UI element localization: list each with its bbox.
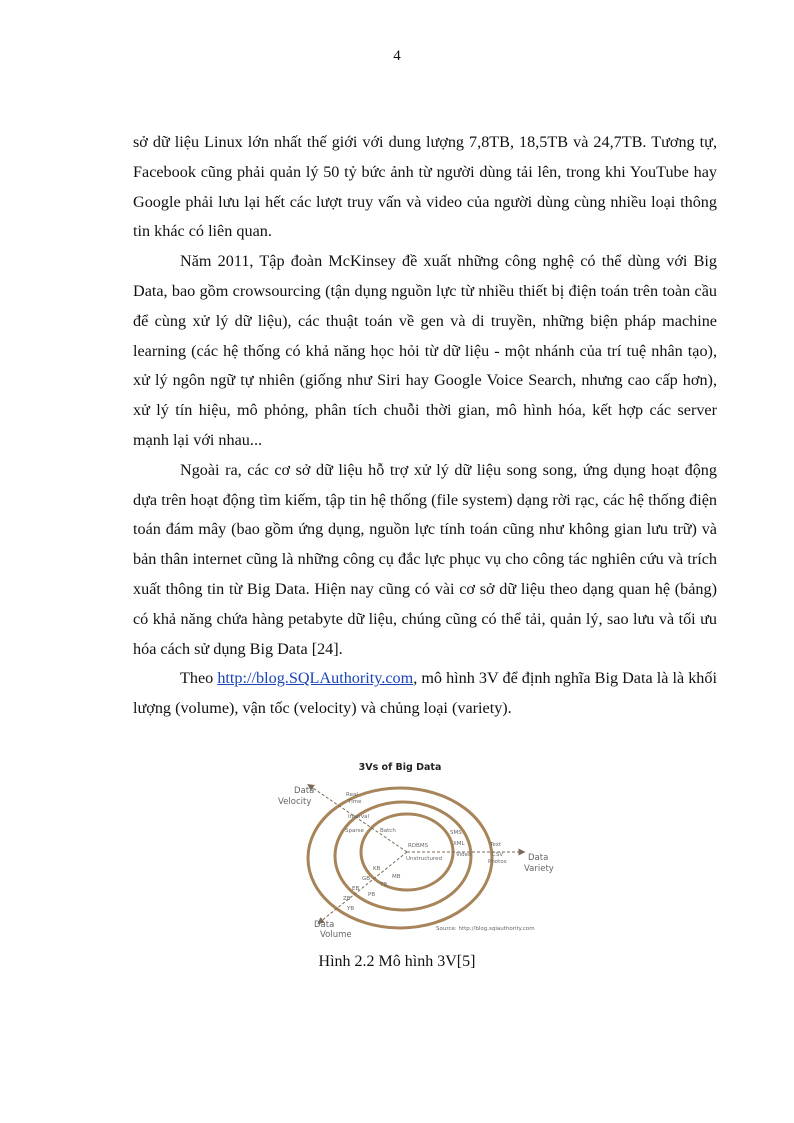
paragraph-4-suffix: , mô hình 3V để định nghĩa Big Data là là khối lượng (volume), vận tốc (velocity) và chủng loại (variety). <box>133 669 717 718</box>
figure-source: Source: http://blog.sqlauthority.com <box>436 926 535 932</box>
velocity-real: Real <box>346 792 358 798</box>
velocity-axis-line2: Velocity <box>278 797 312 807</box>
velocity-axis-line1: Data <box>294 786 315 796</box>
paragraph-4 <box>133 664 717 724</box>
velocity-time: Time <box>348 799 362 805</box>
paragraph-1: sở dữ liệu Linux lớn nhất thế giới với dung lượng 7,8TB, 18,5TB và 24,7TB. Tương tự, Facebook cũng phải quản lý 50 tỷ bức ảnh từ người dùng tải lên, trong khi YouTube hay Google phải lưu lại hết các lượt truy vấn và video của người dùng cùng nhiều loại thông tin khác có liên quan. <box>133 133 717 241</box>
variety-unstructured: Unstructured <box>406 856 442 862</box>
velocity-sparse: Sparse <box>345 828 364 834</box>
variety-xml: XML <box>453 841 465 847</box>
volume-yb: YB <box>347 906 355 912</box>
volume-axis-line2: Volume <box>320 930 352 940</box>
variety-video: Video <box>456 852 472 858</box>
variety-text: Text <box>490 842 502 848</box>
variety-csv: CSV <box>492 852 504 858</box>
volume-kb: KB <box>373 866 381 872</box>
paragraph-2: Năm 2011, Tập đoàn McKinsey đề xuất những công nghệ có thể dùng với Big Data, bao gồm crowsourcing (tận dụng nguồn lực từ nhiều thiết bị điện toán trên toàn cầu để cùng xử lý dữ liệu), các thuật toán về gen và di truyền, những biện pháp machine learning (các hệ thống có khả năng học hỏi từ dữ liệu - một nhánh của trí tuệ nhân tạo), xử lý ngôn ngữ tự nhiên (giống như Siri hay Google Voice Search, nhưng cao cấp hơn), xử lý tín hiệu, mô phỏng, phân tích chuỗi thời gian, mô hình hóa, kết hợp các server mạnh lại với nhau... <box>133 252 717 449</box>
volume-mb: MB <box>392 874 401 880</box>
volume-axis-line1: Data <box>314 920 335 930</box>
variety-axis-line1: Data <box>528 853 549 863</box>
figure-title: 3Vs of Big Data <box>358 762 442 773</box>
volume-zb: ZB <box>343 896 351 902</box>
body-text <box>133 128 717 724</box>
velocity-batch: Batch <box>380 828 396 834</box>
3v-figure <box>270 752 590 940</box>
sqlauthority-link[interactable]: http://blog.SQLAuthority.com <box>217 669 414 688</box>
variety-sms: SMS <box>450 830 462 836</box>
variety-photos: Photos <box>488 859 507 865</box>
page-number: 4 <box>393 48 401 64</box>
velocity-interval: Interval <box>348 814 370 820</box>
3v-diagram <box>270 752 590 940</box>
variety-rdbms: RDBMS <box>408 843 429 849</box>
figure-caption: Hình 2.2 Mô hình 3V[5] <box>318 953 476 970</box>
variety-axis-line2: Variety <box>524 864 554 874</box>
volume-tb: TB <box>380 882 388 888</box>
volume-pb: PB <box>368 892 376 898</box>
paragraph-3: Ngoài ra, các cơ sở dữ liệu hỗ trợ xử lý dữ liệu song song, ứng dụng hoạt động dựa trên hoạt động tìm kiếm, tập tin hệ thống (file system) dạng rời rạc, các hệ thống điện toán đám mây (bao gồm ứng dụng, nguồn lực tính toán cũng như không gian lưu trữ) và bản thân internet cũng là những công cụ đắc lực phục vụ cho công tác nghiên cứu và trích xuất thông tin từ Big Data. Hiện nay cũng có vài cơ sở dữ liệu theo dạng quan hệ (bảng) có khả năng chứa hàng petabyte dữ liệu, chúng cũng có thể tải, quản lý, sao lưu và tối ưu hóa cách sử dụng Big Data [24]. <box>133 460 717 658</box>
volume-gb: GB <box>362 876 371 882</box>
paragraph-4-prefix: Theo <box>180 669 218 688</box>
volume-eb: EB <box>352 886 360 892</box>
